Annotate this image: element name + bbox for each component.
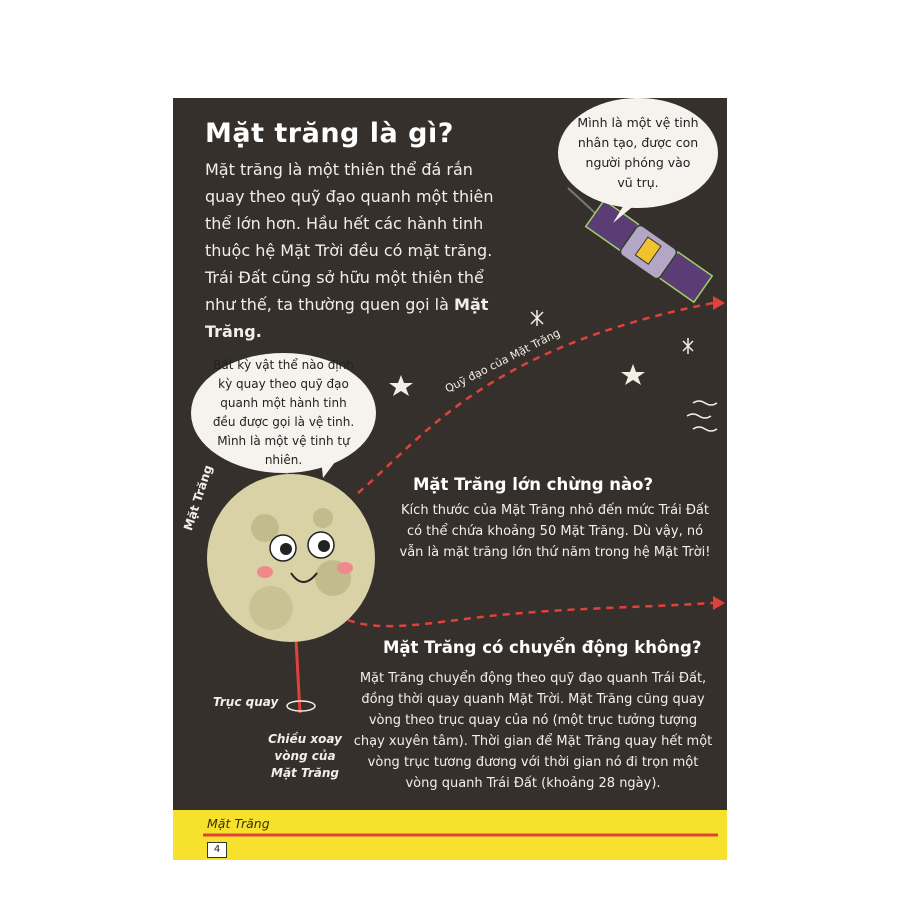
intro-paragraph bbox=[205, 156, 515, 345]
moon-speech-text: Bất kỳ vật thể nào định kỳ quay theo quỹ đạo quanh một hành tinh đều được gọi là vệ tinh. Mình là một vệ tinh tự nhiên. bbox=[212, 358, 355, 467]
orbit-label: Quỹ đạo của Mặt Trăng bbox=[443, 326, 563, 396]
spin-label: Chiều xoay vòng của Mặt Trăng bbox=[268, 732, 342, 780]
size-text: Kích thước của Mặt Trăng nhỏ đến mức Trái Đất có thể chứa khoảng 50 Mặt Trăng. Dù vậy, nó vẫn là mặt trăng lớn thứ năm trong hệ Mặt Trời! bbox=[399, 503, 711, 560]
intro-bold: Mặt Trăng. bbox=[205, 295, 489, 341]
moon-speech-bubble bbox=[191, 353, 376, 473]
star-icon bbox=[389, 375, 413, 396]
star-icons bbox=[389, 364, 645, 396]
star-icon bbox=[621, 364, 645, 385]
arrow-icon bbox=[713, 596, 725, 610]
page-number: 4 bbox=[207, 842, 227, 858]
satellite-speech-text: Mình là một vệ tinh nhân tạo, được con người phóng vào vũ trụ. bbox=[577, 115, 699, 190]
intro-text: Mặt trăng là một thiên thể đá rắn quay theo quỹ đạo quanh một thiên thể lớn hơn. Hầu hết các hành tinh thuộc hệ Mặt Trời đều có mặt trăng. Trái Đất cũng sở hữu một thiên thể như thế, ta thường quen gọi là bbox=[205, 160, 494, 314]
motion-text: Mặt Trăng chuyển động theo quỹ đạo quanh Trái Đất, đồng thời quay quanh Mặt Trời. Mặt Trăng cũng quay vòng theo trục quay của nó (một trục tưởng tượng chạy xuyên tâm). Thời gian để Mặt Trăng quay hết một vòng trục tương đương với thời gian nó đi trọn một vòng quanh Trái Đất (khoảng 28 ngày). bbox=[353, 671, 713, 791]
satellite-speech-bubble bbox=[558, 98, 718, 208]
arrow-icon bbox=[713, 296, 725, 310]
book-page bbox=[173, 98, 727, 860]
comet-icon bbox=[687, 401, 717, 431]
moon-character bbox=[207, 474, 375, 642]
moon-label: Mặt Trăng bbox=[181, 463, 216, 533]
page-title: Mặt trăng là gì? bbox=[205, 118, 454, 149]
axis-label: Trục quay bbox=[213, 695, 279, 709]
footer-section-title: Mặt Trăng bbox=[207, 816, 270, 831]
size-heading: Mặt Trăng lớn chừng nào? bbox=[413, 475, 654, 494]
motion-heading: Mặt Trăng có chuyển động không? bbox=[383, 638, 702, 657]
